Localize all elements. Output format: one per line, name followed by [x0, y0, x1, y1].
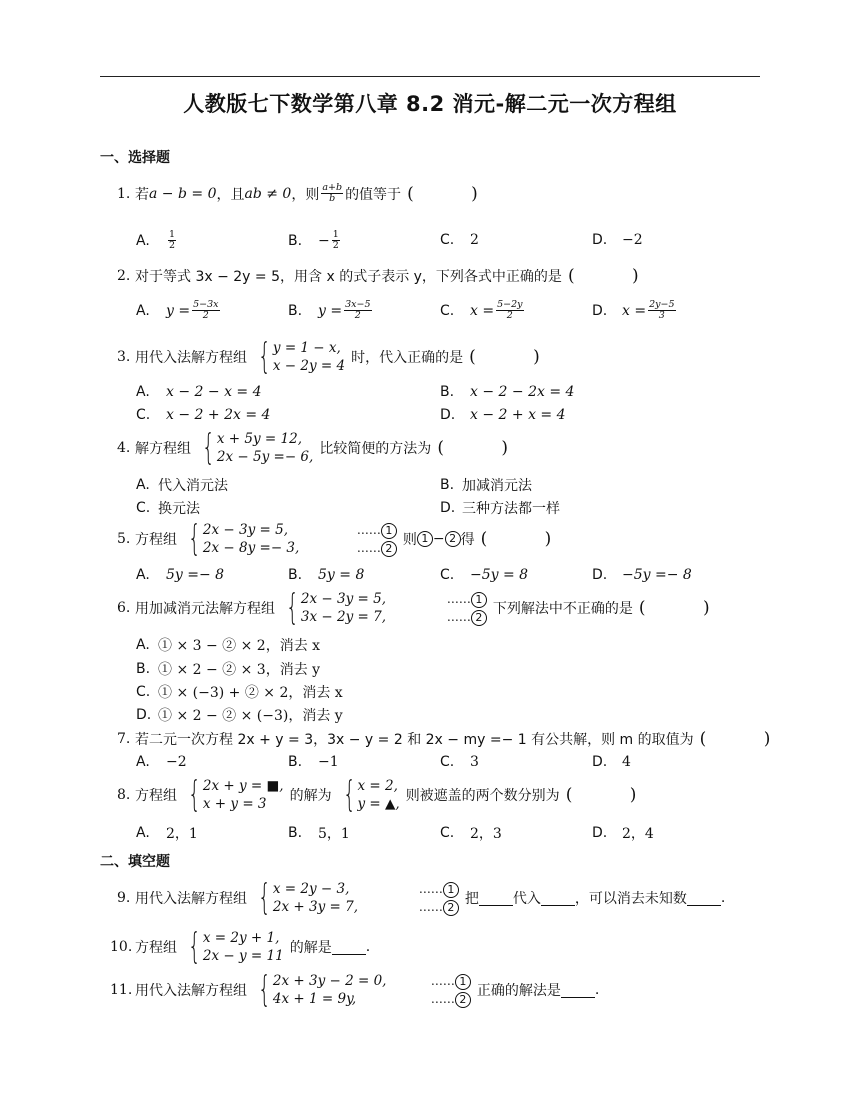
- equation-system: { 2x + 3y − 2 = 0, …… 1 4x + 1 = 9y, …… 2: [253, 972, 471, 1008]
- q1-option-a[interactable]: A. $\frac{1}{2}$: [136, 229, 176, 252]
- q6-option-c[interactable]: C. ① × (−3) + ② × 2，消去 x: [136, 684, 343, 701]
- q5-option-c[interactable]: C. −5y = 8: [440, 567, 529, 583]
- equation-system: { x = 2y − 3, …… 1 2x + 3y = 7, …… 2: [253, 880, 459, 916]
- question-8: 8. 方程组 { 2x + y = ■, x + y = 3 的解为 { x = 2, y = ▲, 则被遮盖的两个数分别为 ( ): [117, 774, 663, 815]
- q8-option-b[interactable]: B. 5，1: [288, 825, 350, 842]
- q4-option-c[interactable]: C. 换元法: [136, 500, 200, 517]
- question-6: 6. 用加减消元法解方程组 { 2x − 3y = 5, …… 1 3x − 2y = 7, …… 2 下列解法中不正确的是 ( ): [117, 587, 736, 628]
- equation-system: { 2x − 3y = 5, …… 1 2x − 8y =− 3, …… 2: [183, 521, 397, 557]
- answer-paren: ( ): [699, 729, 797, 749]
- q6-option-d[interactable]: D. ① × 2 − ② × (−3)，消去 y: [136, 707, 343, 724]
- answer-blank[interactable]: [479, 891, 513, 906]
- q3-option-b[interactable]: B. x − 2 − 2x = 4: [440, 384, 575, 400]
- answer-paren: ( ): [469, 347, 566, 367]
- q3-option-d[interactable]: D. x − 2 + x = 4: [440, 407, 566, 423]
- question-1: 1. 若 a − b = 0 ，且 ab ≠ 0 ，则 $\frac{a+b}{b}$ 的值等于 ( ): [117, 182, 504, 205]
- q7-option-d[interactable]: D. 4: [592, 754, 631, 770]
- equation-system: { y = 1 − x, x − 2y = 4: [258, 336, 346, 377]
- answer-paren: ( ): [437, 438, 534, 458]
- q5-option-b[interactable]: B. 5y = 8: [288, 567, 365, 583]
- question-5: 5. 方程组 { 2x − 3y = 5, …… 1 2x − 8y =− 3, …… 2 则 1 − 2 得 ( ): [117, 518, 578, 559]
- solution-system: { x = 2, y = ▲,: [342, 774, 400, 815]
- q2-option-d[interactable]: D. x = $\frac{2y-5}{3}$: [592, 299, 675, 322]
- answer-blank[interactable]: [561, 983, 595, 998]
- answer-paren: ( ): [567, 266, 665, 286]
- page-title: 人教版七下数学第八章 8.2 消元-解二元一次方程组: [183, 92, 677, 116]
- q3-option-c[interactable]: C. x − 2 + 2x = 4: [136, 407, 271, 423]
- q2-option-a[interactable]: A. y = $\frac{5-3x}{2}$: [136, 299, 219, 322]
- q5-option-d[interactable]: D. −5y =− 8: [592, 567, 692, 583]
- q6-option-b[interactable]: B. ① × 2 − ② × 3，消去 y: [136, 661, 321, 678]
- q4-option-a[interactable]: A. 代入消元法: [136, 477, 228, 494]
- question-2: 2. 对于等式 3x − 2y = 5，用含 x 的式子表示 y，下列各式中正确的是 ( ): [117, 266, 665, 286]
- q2-option-c[interactable]: C. x = $\frac{5-2y}{2}$: [440, 299, 523, 322]
- question-10: 10. 方程组 { x = 2y + 1, 2x − y = 11 的解是 .: [110, 926, 371, 967]
- q8-option-c[interactable]: C. 2，3: [440, 825, 502, 842]
- question-7: 7. 若二元一次方程 2x + y = 3，3x − y = 2 和 2x − my =− 1 有公共解，则 m 的取值为 ( ): [117, 729, 797, 749]
- equation-system: { 2x + y = ■, x + y = 3: [188, 774, 284, 815]
- section-heading-choice: 一、选择题: [100, 150, 170, 166]
- equation-system: { 2x − 3y = 5, …… 1 3x − 2y = 7, …… 2: [281, 590, 487, 626]
- equation-system: { x + 5y = 12, 2x − 5y =− 6,: [202, 427, 314, 468]
- q8-option-d[interactable]: D. 2，4: [592, 825, 654, 842]
- q3-option-a[interactable]: A. x − 2 − x = 4: [136, 384, 262, 400]
- q2-option-b[interactable]: B. y = $\frac{3x-5}{2}$: [288, 299, 371, 322]
- section-heading-fill: 二、填空题: [100, 854, 170, 870]
- equation-system: { x = 2y + 1, 2x − y = 11: [188, 926, 284, 967]
- question-4: 4. 解方程组 { x + 5y = 12, 2x − 5y =− 6, 比较简便的方法为 ( ): [117, 427, 534, 468]
- answer-blank[interactable]: [687, 891, 721, 906]
- answer-paren: ( ): [407, 183, 504, 204]
- question-3: 3. 用代入法解方程组 { y = 1 − x, x − 2y = 4 时，代入正确的是 ( ): [117, 336, 566, 377]
- q6-option-a[interactable]: A. ① × 3 − ② × 2，消去 x: [136, 637, 321, 654]
- answer-paren: ( ): [638, 598, 736, 618]
- answer-paren: ( ): [480, 529, 578, 549]
- q1-option-b[interactable]: B. − $\frac{1}{2}$: [288, 229, 339, 252]
- fraction: $\frac{a+b}{b}$: [322, 182, 343, 205]
- answer-blank[interactable]: [332, 940, 366, 955]
- top-rule: [100, 76, 760, 77]
- q4-option-b[interactable]: B. 加减消元法: [440, 477, 532, 494]
- question-11: 11. 用代入法解方程组 { 2x + 3y − 2 = 0, …… 1 4x + 1 = 9y, …… 2 正确的解法是 .: [110, 969, 600, 1010]
- q7-option-c[interactable]: C. 3: [440, 754, 479, 770]
- q7-option-a[interactable]: A. −2: [136, 754, 187, 770]
- q7-option-b[interactable]: B. −1: [288, 754, 339, 770]
- q1-option-c[interactable]: C. 2: [440, 232, 479, 248]
- q5-option-a[interactable]: A. 5y =− 8: [136, 567, 225, 583]
- q8-option-a[interactable]: A. 2，1: [136, 825, 198, 842]
- answer-blank[interactable]: [541, 891, 575, 906]
- answer-paren: ( ): [565, 785, 663, 805]
- q4-option-d[interactable]: D. 三种方法都一样: [440, 500, 560, 517]
- question-9: 9. 用代入法解方程组 { x = 2y − 3, …… 1 2x + 3y = 7, …… 2 把 代入 ，可以消去未知数 .: [117, 877, 726, 918]
- q1-option-d[interactable]: D. −2: [592, 232, 643, 248]
